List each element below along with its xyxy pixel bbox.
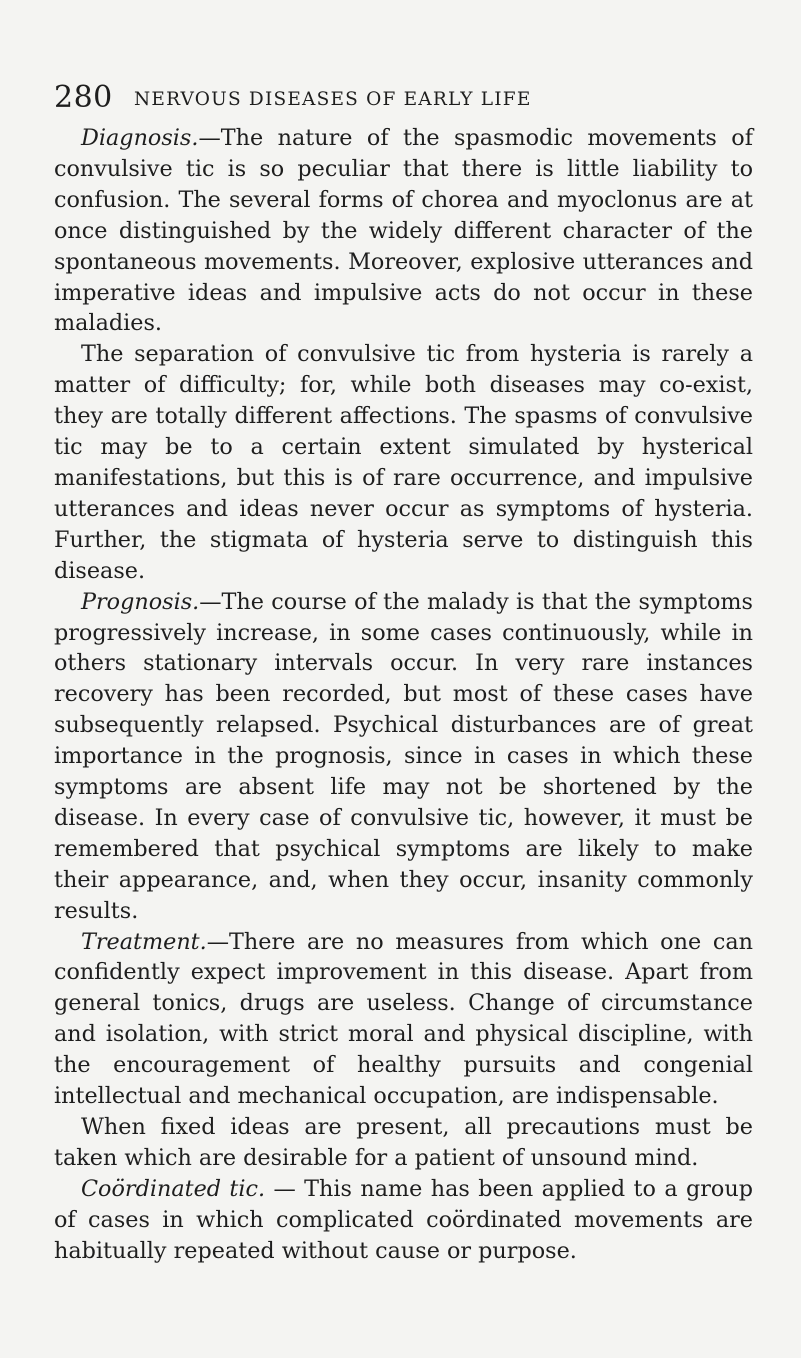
paragraph-hysteria <box>54 339 753 586</box>
section-heading-treatment: Treatment. <box>81 928 207 955</box>
section-heading-diagnosis: Diagnosis. <box>81 125 199 151</box>
running-title: NERVOUS DISEASES OF EARLY LIFE <box>134 89 532 110</box>
paragraph-text: —The course of the malady is that the symptoms progressively increase, in some cases continuously, while in others stationary intervals occur. In very rare instances recovery has been recorded, but most of these cases have subsequently relapsed. Psychical disturbances are of great importance in the prognosis, since in cases in which these symptoms are absent life may not be shortened by the disease. In every case of convulsive tic, however, it must be remembered that psychical symptoms are likely to make their appearance, and, when they occur, insanity commonly results. <box>54 588 753 924</box>
page-number: 280 <box>54 80 113 115</box>
body-text <box>54 123 753 1267</box>
paragraph-coordinated-tic <box>54 1174 753 1267</box>
paragraph-fixed-ideas <box>54 1112 753 1174</box>
running-head <box>54 80 753 120</box>
paragraph-text: — This name has been applied to a group of cases in which complicated coördinated movements are habitually repeated without cause or purpose. <box>54 1175 753 1264</box>
paragraph-text: —The nature of the spasmodic movements of convulsive tic is so peculiar that there is little liability to confusion. The several forms of chorea and myoclonus are at once distinguished by the widely different character of the spontaneous movements. Moreover, explosive utterances and imperative ideas and impulsive acts do not occur in these maladies. <box>54 125 753 337</box>
section-heading-coordinated-tic: Coördinated tic. <box>81 1175 266 1202</box>
paragraph-prognosis <box>54 587 753 927</box>
paragraph-text: —There are no measures from which one can confidently expect improvement in this disease. Apart from general tonics, drugs are useless. Change of circumstance and isolation, with strict moral and physical discipline, with the encouragement of healthy pursuits and congenial intellectual and mechanical occupation, are indispensable. <box>54 928 753 1110</box>
paragraph-diagnosis <box>54 123 753 339</box>
paragraph-treatment <box>54 927 753 1112</box>
paragraph-text: The separation of convulsive tic from hysteria is rarely a matter of difficulty; for, while both diseases may co-exist, they are totally different affections. The spasms of convulsive tic may be to a certain extent simulated by hysterical manifestations, but this is of rare occurrence, and impulsive utterances and ideas never occur as symptoms of hysteria. Further, the stigmata of hysteria serve to distinguish this disease. <box>54 341 753 584</box>
paragraph-text: When fixed ideas are present, all precautions must be taken which are desirable for a patient of unsound mind. <box>54 1114 753 1171</box>
section-heading-prognosis: Prognosis. <box>81 588 200 615</box>
